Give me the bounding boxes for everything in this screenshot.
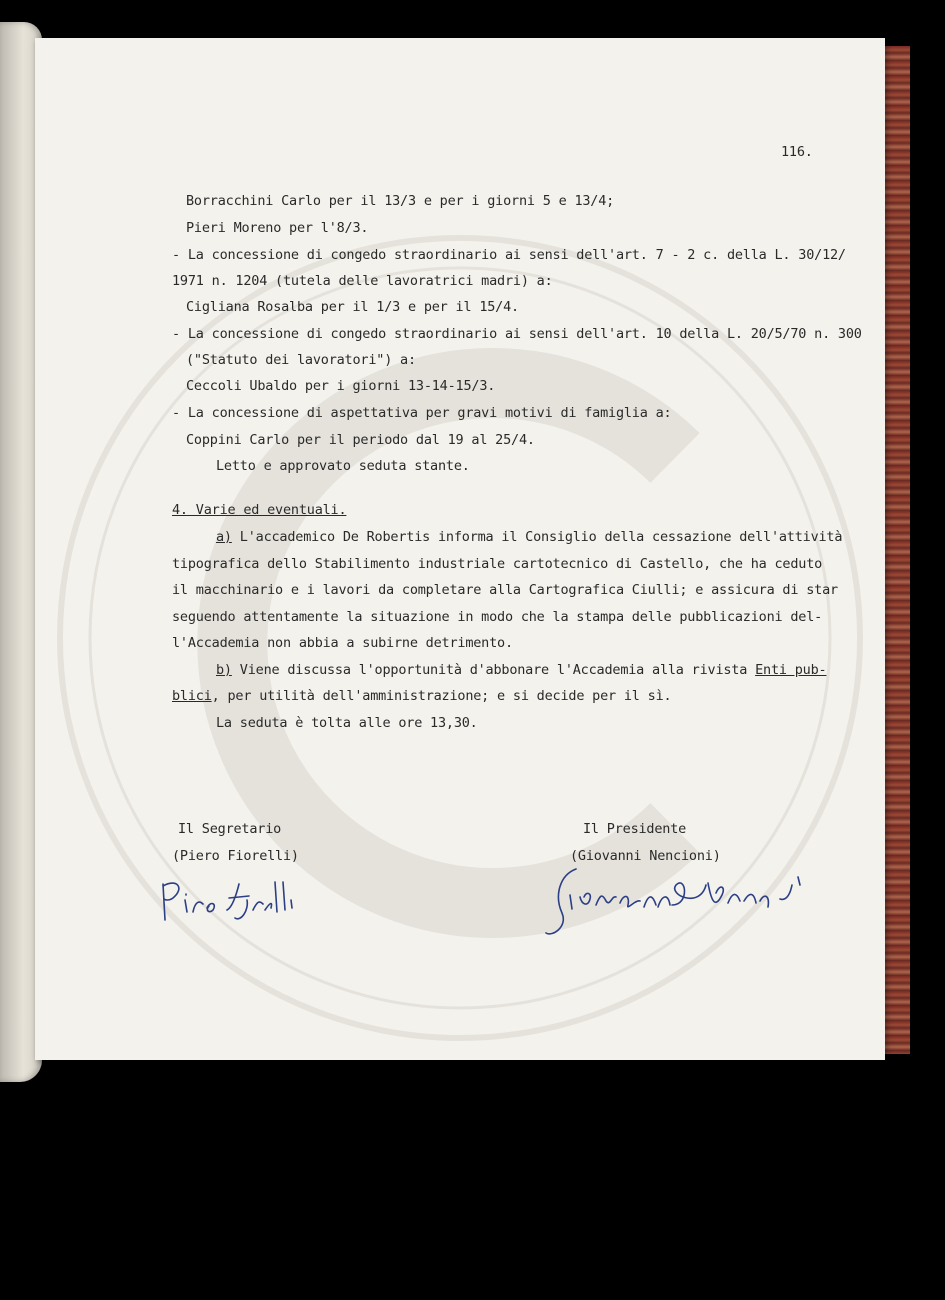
secretary-name: (Piero Fiorelli) [172,848,299,864]
page-number: 116. [781,144,813,160]
item-a-line: il macchinario e i lavori da completare alla Cartografica Ciulli; e assicura di star [172,582,838,598]
text-line: Ceccoli Ubaldo per i giorni 13-14-15/3. [186,378,496,394]
item-b-label: b) [216,662,232,678]
text-line: ("Statuto dei lavoratori") a: [186,352,416,368]
text-line: 1971 n. 1204 (tutela delle lavoratrici madri) a: [172,273,553,289]
item-a-line: l'Accademia non abbia a subirne detrimento. [172,635,513,651]
president-name: (Giovanni Nencioni) [570,848,721,864]
president-signature [540,855,805,940]
journal-title-part2: blici [172,688,212,704]
item-b-text: Viene discussa l'opportunità d'abbonare l'Accademia alla rivista [231,662,756,678]
item-b-rest: , per utilità dell'amministrazione; e si decide per il sì. [211,688,672,704]
text-line: Pieri Moreno per l'8/3. [186,220,369,236]
text-line: - La concessione di congedo straordinario ai sensi dell'art. 10 della L. 20/5/70 n. 300 [172,326,862,342]
item-a-text: L'accademico De Robertis informa il Consiglio della cessazione dell'attività [231,529,843,545]
secretary-signature [155,870,305,930]
text-line: Borracchini Carlo per il 13/3 e per i giorni 5 e 13/4; [186,193,615,209]
item-b-second-line [172,688,671,704]
text-line: Letto e approvato seduta stante. [216,458,470,474]
journal-title-part1: Enti pub- [755,662,827,678]
secretary-title: Il Segretario [178,821,282,837]
item-a-line: seguendo attentamente la situazione in modo che la stampa delle pubblicazioni del- [172,609,823,625]
item-a-label: a) [216,529,232,545]
text-line: - La concessione di congedo straordinario ai sensi dell'art. 7 - 2 c. della L. 30/12/ [172,247,846,263]
text-line: Cigliana Rosalba per il 1/3 e per il 15/4. [186,299,519,315]
text-line: Coppini Carlo per il periodo dal 19 al 25/4. [186,432,535,448]
item-a-first-line [216,529,842,545]
president-title: Il Presidente [583,821,687,837]
section-heading: 4. Varie ed eventuali. [172,502,347,518]
item-a-line: tipografica dello Stabilimento industriale cartotecnico di Castello, che ha ceduto [172,556,823,572]
closing-line: La seduta è tolta alle ore 13,30. [216,715,478,731]
item-b-first-line [216,662,826,678]
text-line: - La concessione di aspettativa per gravi motivi di famiglia a: [172,405,672,421]
